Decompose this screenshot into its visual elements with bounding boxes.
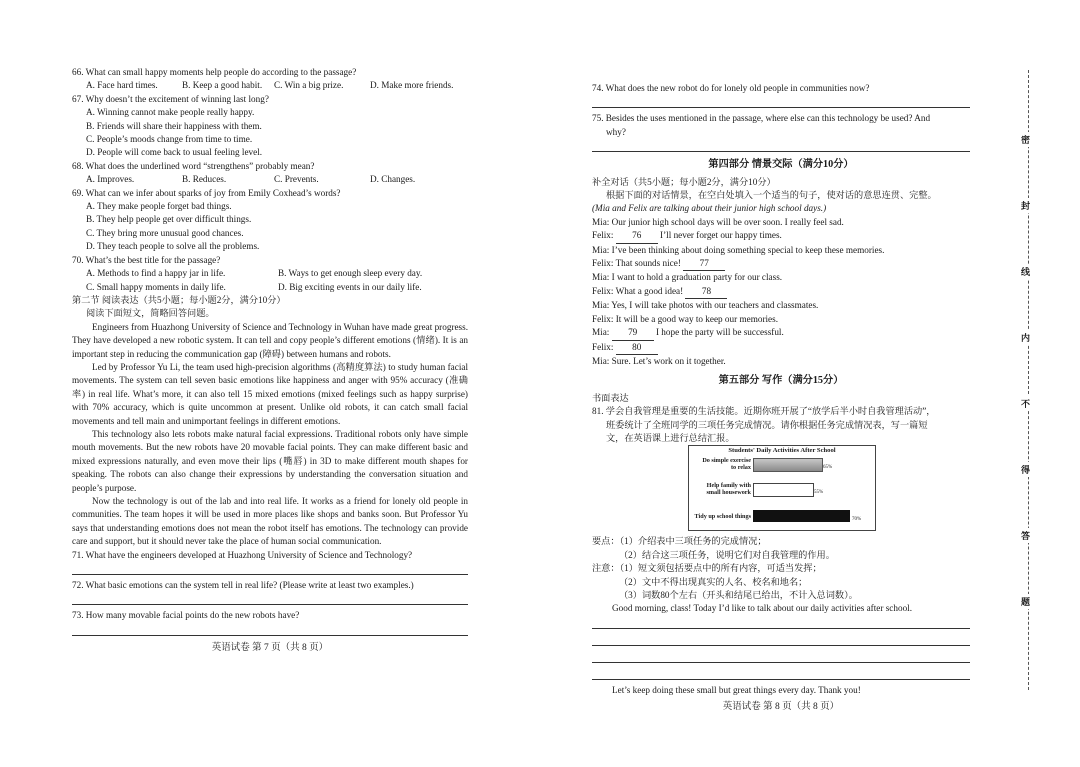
q74-stem: 74. What does the new robot do for lonely old people in communities now? xyxy=(592,83,870,93)
speaker-text: Mia: xyxy=(592,327,612,338)
essay-line-2[interactable] xyxy=(592,633,970,646)
q68-option-b: B. Reduces. xyxy=(182,174,227,185)
q69-option-c: C. They bring more unusual good chances. xyxy=(86,227,244,238)
blank-79[interactable]: 79 xyxy=(612,326,654,340)
q68-options xyxy=(72,173,468,186)
q75-stem-line1: 75. Besides the uses mentioned in the passage, where else can this technology be used? And xyxy=(592,113,931,124)
q66-option-b: B. Keep a good habit. xyxy=(182,80,263,91)
section2-instruction: 阅读下面短文，简略回答问题。 xyxy=(86,308,215,319)
blank-77[interactable]: 77 xyxy=(683,257,725,271)
note-3: （3）词数80个左右（开头和结尾已给出，不计入总词数）。 xyxy=(619,589,858,600)
page8-footer: 英语试卷 第 8 页（共 8 页） xyxy=(722,702,840,713)
speaker-text: Felix: xyxy=(592,230,616,241)
dialogue-line-5: Mia: I want to hold a graduation party for our class. xyxy=(592,272,783,283)
passage-paragraph-3: This technology also lets robots make natural facial expressions. Traditional robots only have simple mouth movements. But the new robots have 20 movable facial points. They can make different basic and mixed expressions naturally, and even move their lips (嘴唇) in 3D to make different mouth shapes for speaking. The robots can also change their expressions by understanding the conversation situation and people’s purpose. xyxy=(72,428,468,493)
q67-option-b: B. Friends will share their happiness with them. xyxy=(86,120,262,131)
essay-line-4[interactable] xyxy=(592,667,970,680)
dialogue-line-10 xyxy=(592,341,970,355)
margin-char-7: 答 xyxy=(1021,528,1030,543)
notes-line-1 xyxy=(592,562,970,575)
dialogue-line-6 xyxy=(592,285,970,299)
blank-80[interactable]: 80 xyxy=(616,341,658,355)
margin-char-4: 内 xyxy=(1021,330,1030,345)
dialogue-line-9 xyxy=(592,326,970,340)
q72-stem: 72. What basic emotions can the system tell in real life? (Please write at least two examples.) xyxy=(72,580,414,591)
q75-answer-line[interactable] xyxy=(592,139,970,152)
passage-paragraph-2: Led by Professor Yu Li, the team used high-precision algorithms (高精度算法) to study human facial movements. The system can tell seven basic emotions like happiness and anger with 95% accuracy (准确率) in real life. What’s more, it can also tell 15 mixed emotions (mixed feelings such as happy surprise) with 70% accuracy, which is quite uncommon at present. Unlike old robots, it can catch small facial movements and tell main and unimportant feelings in different emotions. xyxy=(72,361,468,426)
point-2: （2）结合这三项任务，说明它们对自我管理的作用。 xyxy=(619,549,835,560)
chart-category-1: Do simple exercise to relax xyxy=(702,457,751,472)
chart-value-label-1: 65% xyxy=(823,465,833,471)
activities-chart xyxy=(688,445,876,531)
passage-paragraph-4: Now the technology is out of the lab and into real life. It works as a friend for lonely old people in communities. The team hopes it will be used in more places like shops and banks soon. But Professor Yu says that understanding emotions does not mean the robot itself has emotions. The technology can provide care and support, but it should never take the place of human social communication. xyxy=(72,496,468,547)
part4-instruction: 根据下面的对话情景，在空白处填入一个适当的句子，使对话的意思连贯、完整。 xyxy=(606,190,937,201)
part4-context: (Mia and Felix are talking about their junior high school days.) xyxy=(592,203,827,214)
chart-title: Students' Daily Activities After School xyxy=(728,447,836,455)
margin-char-8: 题 xyxy=(1021,594,1030,609)
chart-value-label-3: 70% xyxy=(852,517,862,523)
blank-76[interactable]: 76 xyxy=(616,229,658,243)
points-line-1 xyxy=(592,535,970,548)
q75-stem-line2: why? xyxy=(606,126,626,137)
margin-char-5: 不 xyxy=(1021,396,1030,411)
q67-option-d: D. People will come back to usual feeling level. xyxy=(86,147,263,158)
q70-option-b: B. Ways to get enough sleep every day. xyxy=(278,268,423,279)
q73-stem: 73. How many movable facial points do the new robots have? xyxy=(72,610,300,621)
dialogue xyxy=(592,216,970,368)
dialogue-line-1: Mia: Our junior high school days will be over soon. I really feel sad. xyxy=(592,216,844,227)
note-2: （2）文中不得出现真实的人名、校名和地名； xyxy=(619,576,808,587)
dialogue-line-2 xyxy=(592,229,970,243)
q66-stem: 66. What can small happy moments help people do according to the passage? xyxy=(72,67,357,77)
part5-subtitle: 书面表达 xyxy=(592,392,629,403)
q66-options xyxy=(72,79,468,92)
q69-option-a: A. They make people forget bad things. xyxy=(86,201,232,212)
dialogue-line-11: Mia: Sure. Let’s work on it together. xyxy=(592,355,726,366)
note-1: （1）短文须包括要点中的所有内容，可适当发挥； xyxy=(619,563,822,574)
part4-subtitle: 补全对话（共5小题；每小题2分，满分10分） xyxy=(592,176,776,187)
q70-option-d: D. Big exciting events in our daily life. xyxy=(278,281,422,292)
speaker-text: Felix: xyxy=(592,341,616,352)
essay-opening: Good morning, class! Today I’d like to talk about our daily activities after school. xyxy=(612,603,913,614)
q66-option-c: C. Win a big prize. xyxy=(274,80,344,91)
part5-title: 第五部分 写作（满分15分） xyxy=(718,375,844,387)
q81-line2: 班委统计了全班同学的三项任务完成情况。请你根据任务完成情况表，写一篇短 xyxy=(606,419,928,430)
q71-stem: 71. What have the engineers developed at Huazhong University of Science and Technology? xyxy=(72,549,413,560)
q68-option-d: D. Changes. xyxy=(370,174,416,185)
blank-78[interactable]: 78 xyxy=(685,285,727,299)
q74-answer-line[interactable] xyxy=(592,95,970,108)
q73-answer-line[interactable] xyxy=(72,623,468,636)
q67-option-c: C. People’s moods change from time to time. xyxy=(86,134,253,145)
q70-options-row2 xyxy=(72,281,468,294)
q71-answer-line[interactable] xyxy=(72,562,468,575)
line-text: I hope the party will be successful. xyxy=(653,327,784,338)
q72-answer-line[interactable] xyxy=(72,592,468,605)
point-1: （1）介绍表中三项任务的完成情况； xyxy=(619,536,767,547)
dialogue-line-3: Mia: I’ve been thinking about doing something special to keep these memories. xyxy=(592,244,885,255)
passage-paragraph-1: Engineers from Huazhong University of Science and Technology in Wuhan have made great progress. They have developed a new robotic system. It can tell and copy people’s different emotions (情绪). It is an important step in reducing the communication gap (障碍) between humans and robots. xyxy=(72,321,468,359)
page7-footer: 英语试卷 第 7 页（共 8 页） xyxy=(211,642,329,653)
essay-closing: Let’s keep doing these small but great things every day. Thank you! xyxy=(612,684,861,695)
chart-bar-2 xyxy=(753,483,814,497)
q68-stem: 68. What does the underlined word “strengthens” probably mean? xyxy=(72,160,315,171)
q81-line3: 文，在英语课上进行总结汇报。 xyxy=(606,432,735,443)
q68-option-c: C. Prevents. xyxy=(274,174,319,185)
line-text: I’ll never forget our happy times. xyxy=(657,230,782,241)
chart-value-label-2: 55% xyxy=(814,490,824,496)
right-column xyxy=(592,82,970,715)
chart-category-2: Help family with small housework xyxy=(706,482,751,497)
dialogue-line-7: Mia: Yes, I will take photos with our teachers and classmates. xyxy=(592,300,819,311)
margin-char-1: 密 xyxy=(1021,132,1030,147)
margin-char-2: 封 xyxy=(1021,198,1030,213)
section2-title: 第二节 阅读表达（共5小题；每小题2分，满分10分） xyxy=(72,294,286,305)
chart-bar-3 xyxy=(753,510,850,522)
chart-category-3: Tidy up school things xyxy=(694,513,751,521)
margin-char-6: 得 xyxy=(1021,462,1030,477)
q70-stem: 70. What’s the best title for the passage? xyxy=(72,254,221,265)
points-label: 要点： xyxy=(592,536,620,547)
essay-line-1[interactable] xyxy=(592,616,970,629)
dialogue-line-4 xyxy=(592,257,970,271)
notes-label: 注意： xyxy=(592,563,620,574)
q67-option-a: A. Winning cannot make people really happy. xyxy=(86,107,255,118)
q69-option-d: D. They teach people to solve all the problems. xyxy=(86,241,260,252)
q66-option-d: D. Make more friends. xyxy=(370,80,454,91)
q70-option-c: C. Small happy moments in daily life. xyxy=(86,281,226,292)
part4-title: 第四部分 情景交际（满分10分） xyxy=(708,159,854,171)
q69-option-b: B. They help people get over difficult things. xyxy=(86,214,252,225)
q70-options-row1 xyxy=(72,267,468,280)
margin-char-3: 线 xyxy=(1021,264,1030,279)
q81-line1: 81. 学会自我管理是重要的生活技能。近期你班开展了“放学后半小时自我管理活动”， xyxy=(592,406,936,417)
q66-option-a: A. Face hard times. xyxy=(86,80,158,91)
chart-bar-1 xyxy=(753,458,823,472)
essay-line-3[interactable] xyxy=(592,650,970,663)
q67-stem: 67. Why doesn’t the excitement of winning last long? xyxy=(72,93,269,104)
left-column xyxy=(72,66,468,655)
line-text: Felix: What a good idea! xyxy=(592,285,686,296)
line-text: Felix: That sounds nice! xyxy=(592,258,684,269)
q70-option-a: A. Methods to find a happy jar in life. xyxy=(86,268,226,279)
dialogue-line-8: Felix: It will be a good way to keep our memories. xyxy=(592,313,779,324)
q68-option-a: A. Improves. xyxy=(86,174,135,185)
q69-stem: 69. What can we infer about sparks of joy from Emily Coxhead’s words? xyxy=(72,187,341,198)
